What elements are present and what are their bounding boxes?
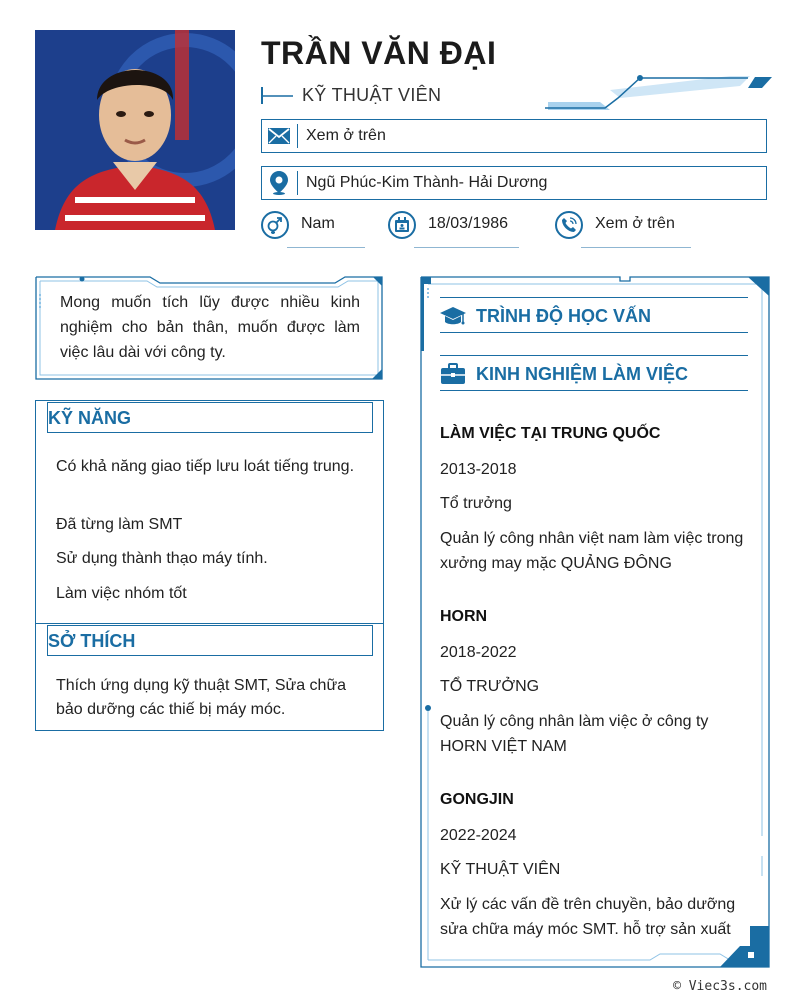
hobbies-text: Thích ứng dụng kỹ thuật SMT, Sửa chữa bảo dưỡng các thiế bị máy móc. [56, 677, 347, 718]
education-heading: TRÌNH ĐỘ HỌC VẤN [476, 306, 651, 326]
location-pin-icon [262, 167, 296, 199]
header-decoration [540, 72, 775, 114]
email-row [261, 119, 767, 153]
objective-text: Mong muốn tích lũy được nhiều kinh nghiệm cho bản thân, muốn được làm việc lâu dài với công ty. [60, 294, 360, 361]
hobbies-heading: SỞ THÍCH [48, 631, 136, 651]
dob-row [388, 210, 523, 250]
phone-icon [555, 211, 583, 239]
experience-description: Quản lý công nhân việt nam làm việc trong xưởng may mặc QUẢNG ĐÔNG [440, 530, 744, 572]
experience-company: GONGJIN [440, 791, 514, 808]
phone-value: Xem ở trên [595, 215, 675, 232]
email-value: Xem ở trên [306, 127, 386, 144]
experience-company: LÀM VIỆC TẠI TRUNG QUỐC [440, 425, 661, 442]
experience-heading: KINH NGHIỆM LÀM VIỆC [476, 364, 689, 384]
experience-period: 2022-2024 [440, 827, 517, 844]
job-title: KỸ THUẬT VIÊN [302, 85, 442, 105]
address-value: Ngũ Phúc-Kim Thành- Hải Dương [306, 174, 548, 191]
skill-item: Làm việc nhóm tốt [56, 585, 187, 602]
education-heading-row [440, 297, 748, 333]
experience-period: 2013-2018 [440, 461, 517, 478]
phone-row [555, 210, 695, 250]
experience-heading-row [440, 355, 748, 391]
experience-role: Tổ trưởng [440, 495, 512, 512]
graduation-cap-icon [440, 305, 466, 327]
profile-photo [35, 30, 235, 230]
hobbies-heading-box [47, 625, 373, 656]
skills-section [35, 400, 384, 623]
calendar-icon [388, 211, 416, 239]
experience-period: 2018-2022 [440, 644, 517, 661]
gender-icon [261, 211, 289, 239]
skills-heading: KỸ NĂNG [48, 408, 132, 428]
email-icon [262, 120, 296, 152]
address-row [261, 166, 767, 200]
experience-company: HORN [440, 608, 488, 625]
title-line-decoration [261, 87, 293, 104]
experience-role: TỔ TRƯỞNG [440, 678, 540, 695]
watermark: © Viec3s.com [673, 979, 767, 994]
hobbies-section [35, 623, 384, 731]
experience-description: Quản lý công nhân làm việc ở công ty HORN VIỆT NAM [440, 713, 709, 755]
candidate-name: TRẦN VĂN ĐẠI [261, 35, 497, 71]
skill-item: Đã từng làm SMT [56, 516, 183, 533]
skill-item: Sử dụng thành thạo máy tính. [56, 550, 268, 567]
skill-item: Có khả năng giao tiếp lưu loát tiếng trung. [56, 458, 355, 475]
gender-row [261, 210, 371, 250]
gender-value: Nam [301, 215, 335, 232]
career-objective [35, 276, 383, 380]
skills-heading-box [47, 402, 373, 433]
dob-value: 18/03/1986 [428, 215, 509, 232]
briefcase-icon [440, 363, 466, 385]
experience-description: Xử lý các vấn đề trên chuyền, bảo dưỡng sửa chữa máy móc SMT. hỗ trợ sản xuất [440, 896, 736, 938]
experience-role: KỸ THUẬT VIÊN [440, 861, 561, 878]
